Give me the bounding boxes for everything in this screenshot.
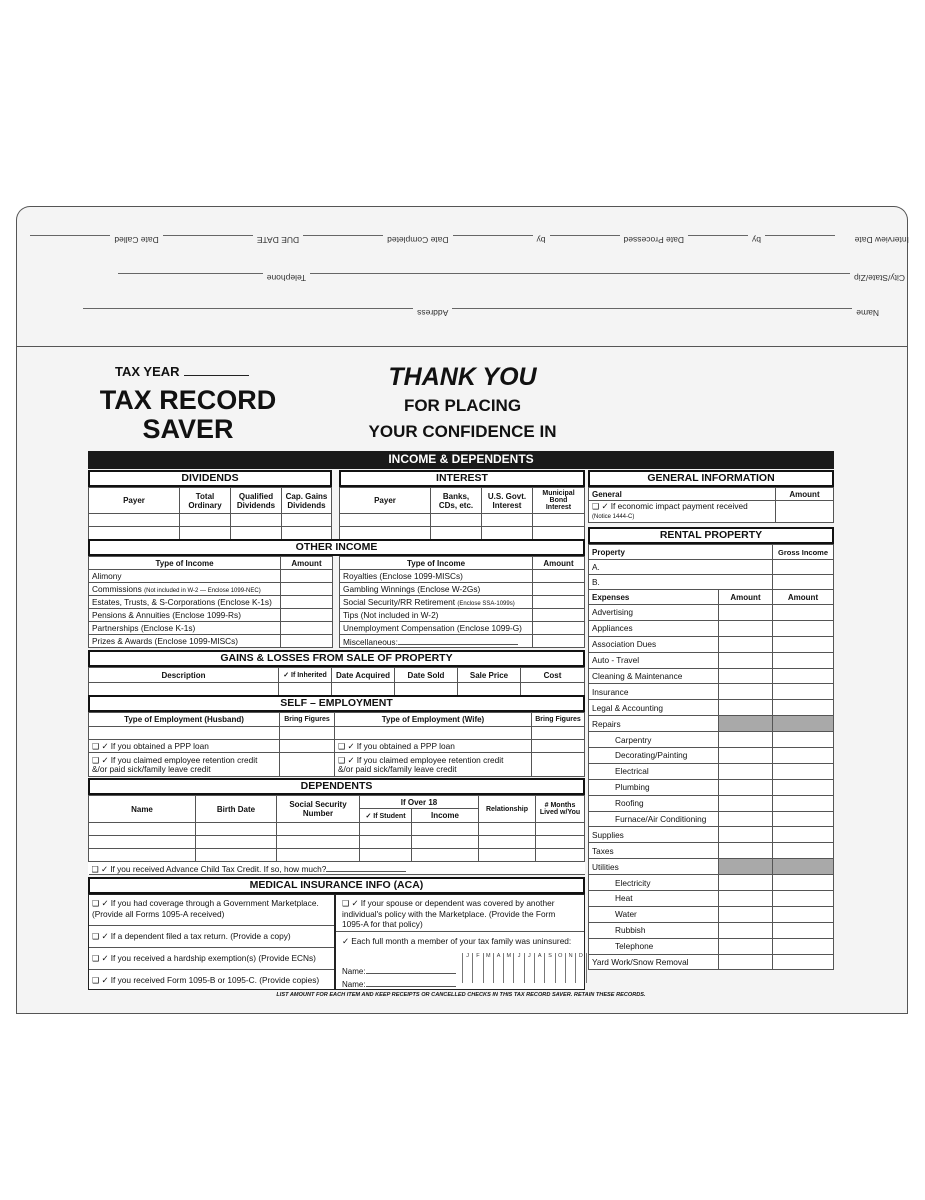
cell[interactable] (431, 527, 482, 540)
amount-cell[interactable] (719, 906, 773, 922)
checkbox-icon[interactable]: ❑ (92, 932, 100, 941)
month-column[interactable]: M (503, 953, 513, 983)
month-column[interactable]: A (493, 953, 503, 983)
month-column[interactable]: J (513, 953, 523, 983)
cell[interactable] (231, 514, 282, 527)
income-item: Gambling Winnings (Enclose W-2Gs) (340, 583, 533, 596)
cell[interactable] (412, 823, 479, 836)
expense-label: Carpentry (589, 732, 719, 748)
expense-row (589, 859, 834, 875)
amount-cell[interactable] (773, 605, 834, 621)
expense-row (589, 779, 834, 795)
flap-label: Telephone (266, 273, 306, 283)
amount-cell[interactable] (281, 583, 333, 596)
col-header: Bring Figures (532, 713, 585, 727)
erc-checkbox-husband[interactable]: ❑ ✓ If you claimed employee retention credit &/or paid sick/family leave credit (89, 753, 280, 777)
income-item: Unemployment Compensation (Enclose 1099-G) (340, 622, 533, 635)
col-header: Type of Income (340, 557, 533, 570)
expense-row (589, 843, 834, 859)
expense-label: Rubbish (589, 922, 719, 938)
month-column[interactable]: M (483, 953, 493, 983)
cell[interactable] (89, 823, 196, 836)
expense-row (589, 668, 834, 684)
col-header: Property (589, 545, 773, 560)
amount-cell[interactable] (719, 668, 773, 684)
expense-label: Water (589, 906, 719, 922)
expense-row (589, 652, 834, 668)
flap-row-dates (17, 235, 909, 245)
col-header: Date Acquired (332, 668, 395, 683)
expense-label: Heat (589, 891, 719, 907)
flap-label: Address (417, 308, 449, 318)
amount-cell[interactable] (719, 605, 773, 621)
amount-cell[interactable] (719, 620, 773, 636)
income-item: Commissions (Not included in W-2 — Enclose 1099-NEC) (89, 583, 281, 596)
expense-label: Roofing (589, 795, 719, 811)
amount-cell[interactable] (773, 922, 834, 938)
checkbox-icon[interactable]: ❑ (92, 742, 100, 751)
cell[interactable] (277, 823, 360, 836)
col-header: Amount (776, 488, 834, 501)
amount-cell[interactable] (773, 700, 834, 716)
col-header: Date Sold (395, 668, 458, 683)
flap-label: Date Processed (623, 235, 685, 245)
ppp-checkbox-wife[interactable]: ❑ ✓ If you obtained a PPP loan (335, 740, 532, 753)
expense-row (589, 811, 834, 827)
cell[interactable] (89, 683, 279, 696)
cell[interactable] (280, 740, 335, 753)
cell[interactable] (340, 514, 431, 527)
col-header: Birth Date (196, 796, 277, 823)
cell[interactable] (279, 683, 332, 696)
month-column[interactable]: J (462, 953, 472, 983)
name-field-2[interactable]: Name: (342, 978, 456, 989)
interest-table (339, 487, 585, 540)
flap-label: Date Completed (387, 235, 449, 245)
amount-cell (773, 716, 834, 732)
expense-row (589, 875, 834, 891)
amount-cell[interactable] (776, 501, 834, 523)
col-header: Sale Price (458, 668, 521, 683)
expense-label: Taxes (589, 843, 719, 859)
amount-cell[interactable] (773, 779, 834, 795)
amount-cell[interactable] (773, 875, 834, 891)
expense-label: Association Dues (589, 636, 719, 652)
flap-row-city (17, 273, 909, 283)
col-header: # Months Lived w/You (536, 796, 585, 823)
cell[interactable] (196, 823, 277, 836)
month-column[interactable]: N (565, 953, 575, 983)
form-1095-checkbox[interactable]: ❑ ✓ If you received Form 1095-B or 1095-C. (Provide copies) (92, 975, 320, 985)
expense-label: Decorating/Painting (589, 748, 719, 764)
income-item: Prizes & Awards (Enclose 1099-MISCs) (89, 635, 281, 648)
flap-label: by (752, 235, 761, 245)
amount-cell[interactable] (773, 560, 834, 575)
flap-label: Date Called (114, 235, 159, 245)
amount-cell[interactable] (773, 795, 834, 811)
dependents-table (88, 795, 585, 875)
amount-cell[interactable] (281, 609, 333, 622)
expense-label: Advertising (589, 605, 719, 621)
amount-cell[interactable] (773, 938, 834, 954)
col-header: Cost (521, 668, 585, 683)
expense-label: Yard Work/Snow Removal (589, 954, 719, 970)
col-header: Payer (340, 488, 431, 514)
cell[interactable] (340, 527, 431, 540)
cell[interactable] (280, 753, 335, 777)
cell[interactable] (360, 836, 412, 849)
expense-row (589, 620, 834, 636)
amount-cell[interactable] (533, 635, 585, 648)
expense-row (589, 954, 834, 970)
amount-cell[interactable] (719, 811, 773, 827)
expense-label: Appliances (589, 620, 719, 636)
col-header: Amount (773, 590, 834, 605)
expense-label: Electricity (589, 875, 719, 891)
expense-row (589, 700, 834, 716)
amount-cell[interactable] (773, 891, 834, 907)
expense-label: Legal & Accounting (589, 700, 719, 716)
medical-right-box (335, 894, 585, 990)
thank-you-line: FOR PLACING (403, 396, 522, 415)
amount-cell[interactable] (281, 570, 333, 583)
col-header: Type of Employment (Husband) (89, 713, 280, 727)
self-employment-table (88, 712, 585, 777)
col-header: Income (412, 809, 479, 823)
cell[interactable] (521, 683, 585, 696)
amount-cell[interactable] (719, 795, 773, 811)
amount-cell[interactable] (773, 763, 834, 779)
cell[interactable] (431, 514, 482, 527)
amount-cell (773, 859, 834, 875)
month-column[interactable]: J (524, 953, 534, 983)
income-item: Pensions & Annuities (Enclose 1099-Rs) (89, 609, 281, 622)
expense-row (589, 906, 834, 922)
erc-checkbox-wife[interactable]: ❑ ✓ If you claimed employee retention credit &/or paid sick/family leave credit (335, 753, 532, 777)
amount-cell[interactable] (773, 620, 834, 636)
thank-you-block (340, 362, 585, 444)
spouse-coverage-checkbox[interactable]: ❑ ✓ If your spouse or dependent was covered by another individual's policy with the Marketplace. (Provide the Form 1095-A for that policy) (336, 895, 584, 932)
flap-label: DUE DATE (256, 235, 300, 245)
income-item: Royalties (Enclose 1099-MISCs) (340, 570, 533, 583)
expense-row (589, 827, 834, 843)
month-column[interactable]: D (575, 953, 586, 983)
expense-label: Telephone (589, 938, 719, 954)
checkbox-icon[interactable]: ❑ (92, 899, 100, 908)
expense-label: Furnace/Air Conditioning (589, 811, 719, 827)
col-header: Amount (533, 557, 585, 570)
other-income-left-table (88, 556, 333, 648)
interest-header: INTEREST (339, 470, 585, 487)
expense-label: Auto - Travel (589, 652, 719, 668)
cell[interactable] (532, 753, 585, 777)
cell[interactable] (89, 836, 196, 849)
marketplace-checkbox[interactable]: ❑ ✓ If you had coverage through a Government Marketplace. (Provide all Forms 1095-A received) (89, 895, 334, 926)
cell[interactable] (532, 740, 585, 753)
col-header: Payer (89, 488, 180, 514)
footer-note: LIST AMOUNT FOR EACH ITEM AND KEEP RECEIPTS OR CANCELLED CHECKS IN THIS TAX RECORD SAVER. RETAIN THESE RECORDS. (276, 992, 646, 998)
rental-property-header: RENTAL PROPERTY (588, 527, 834, 544)
cell[interactable] (277, 849, 360, 862)
gains-losses-table (88, 667, 585, 696)
cell[interactable] (458, 683, 521, 696)
col-header: Expenses (589, 590, 719, 605)
gains-losses-header: GAINS & LOSSES FROM SALE OF PROPERTY (88, 650, 585, 667)
income-item: Alimony (89, 570, 281, 583)
cell[interactable] (282, 514, 332, 527)
cell[interactable] (280, 727, 335, 740)
cell[interactable] (89, 849, 196, 862)
amount-cell[interactable] (773, 652, 834, 668)
income-dependents-bar: INCOME & DEPENDENTS (88, 451, 834, 469)
col-header: Banks, CDs, etc. (431, 488, 482, 514)
cell[interactable] (479, 849, 536, 862)
expense-row (589, 922, 834, 938)
name-field-1[interactable]: Name: (342, 965, 456, 976)
expense-label: Repairs (589, 716, 719, 732)
cell[interactable] (533, 527, 585, 540)
dividends-header: DIVIDENDS (88, 470, 332, 487)
amount-cell[interactable] (281, 635, 333, 648)
checkbox-icon[interactable]: ❑ (592, 502, 600, 511)
month-column[interactable]: A (534, 953, 544, 983)
cell[interactable] (282, 527, 332, 540)
cell[interactable] (479, 836, 536, 849)
rental-property-table (588, 544, 834, 970)
other-income-header: OTHER INCOME (88, 539, 585, 556)
amount-cell[interactable] (773, 906, 834, 922)
checkbox-icon[interactable]: ❑ (92, 755, 100, 765)
cell[interactable] (482, 527, 533, 540)
flap-label: Interview Date (854, 235, 909, 245)
income-item: Estates, Trusts, & S-Corporations (Enclose K-1s) (89, 596, 281, 609)
other-income-right-table (339, 556, 585, 648)
expense-label: Utilities (589, 859, 719, 875)
amount-cell[interactable] (719, 748, 773, 764)
flap-label: City/State/Zip (853, 273, 905, 283)
eip-checkbox[interactable]: ❑ ✓ If economic impact payment received (Notice 1444-C) (589, 501, 776, 523)
col-header: ✓ If Inherited (279, 668, 332, 683)
checkbox-icon[interactable]: ❑ (338, 755, 346, 765)
thank-you-line: YOUR CONFIDENCE IN (368, 422, 557, 441)
cell[interactable] (231, 527, 282, 540)
medical-left-box (88, 894, 335, 990)
income-item: Tips (Not included in W-2) (340, 609, 533, 622)
expense-row (589, 795, 834, 811)
dividends-table (88, 487, 332, 540)
amount-cell[interactable] (773, 636, 834, 652)
amount-cell[interactable] (773, 684, 834, 700)
amount-cell[interactable] (773, 811, 834, 827)
amount-cell[interactable] (719, 636, 773, 652)
dependents-header: DEPENDENTS (88, 778, 585, 795)
cell[interactable] (196, 849, 277, 862)
col-header: General (589, 488, 776, 501)
general-information-header: GENERAL INFORMATION (588, 470, 834, 487)
cell[interactable] (335, 727, 532, 740)
checkbox-icon[interactable]: ❑ (338, 742, 346, 751)
expense-row (589, 938, 834, 954)
month-column[interactable]: O (555, 953, 565, 983)
expense-row (589, 748, 834, 764)
amount-cell[interactable] (719, 700, 773, 716)
amount-cell[interactable] (773, 827, 834, 843)
amount-cell[interactable] (533, 622, 585, 635)
col-header: U.S. Govt. Interest (482, 488, 533, 514)
cell[interactable] (479, 823, 536, 836)
month-column[interactable]: S (544, 953, 554, 983)
amount-cell[interactable] (719, 922, 773, 938)
cell[interactable] (360, 823, 412, 836)
amount-cell[interactable] (719, 763, 773, 779)
checkbox-icon[interactable]: ❑ (92, 954, 100, 963)
col-header: Total Ordinary (180, 488, 231, 514)
property-row: A. (589, 560, 773, 575)
checkbox-icon[interactable]: ❑ (92, 976, 100, 985)
amount-cell[interactable] (719, 732, 773, 748)
flap-label: Name (856, 308, 879, 318)
expense-label: Electrical (589, 763, 719, 779)
thank-you-heading: THANK YOU (388, 363, 537, 391)
checkbox-icon[interactable]: ❑ (342, 899, 350, 908)
amount-cell[interactable] (719, 684, 773, 700)
cell[interactable] (360, 849, 412, 862)
col-header: Description (89, 668, 279, 683)
amount-cell[interactable] (719, 779, 773, 795)
expense-label: Supplies (589, 827, 719, 843)
amount-cell[interactable] (773, 954, 834, 970)
cell[interactable] (395, 683, 458, 696)
expense-label: Plumbing (589, 779, 719, 795)
col-header: Cap. Gains Dividends (282, 488, 332, 514)
flap-label: by (536, 235, 546, 245)
amount-cell[interactable] (533, 609, 585, 622)
col-header: Amount (719, 590, 773, 605)
amount-cell[interactable] (719, 891, 773, 907)
flap-row-name (17, 308, 909, 318)
amount-cell[interactable] (773, 732, 834, 748)
expense-row (589, 605, 834, 621)
col-header: Bring Figures (280, 713, 335, 727)
ppp-checkbox-husband[interactable]: ❑ ✓ If you obtained a PPP loan (89, 740, 280, 753)
col-header: Qualified Dividends (231, 488, 282, 514)
cell[interactable] (536, 849, 585, 862)
cell[interactable] (536, 823, 585, 836)
col-header: If Over 18 (360, 796, 479, 809)
amount-cell[interactable] (773, 575, 834, 590)
cell[interactable] (332, 683, 395, 696)
col-header: Municipal Bond Interest (533, 488, 585, 514)
col-header: Social Security Number (277, 796, 360, 823)
hardship-checkbox[interactable]: ❑ ✓ If you received a hardship exemption(s) (Provide ECNs) (89, 948, 334, 970)
amount-cell[interactable] (533, 583, 585, 596)
expense-row (589, 763, 834, 779)
cell[interactable] (412, 849, 479, 862)
title-tax-record-saver: TAX RECORD SAVER (99, 385, 277, 444)
amount-cell[interactable] (773, 748, 834, 764)
col-header: ✓ If Student (360, 809, 412, 823)
envelope-flap (16, 206, 908, 347)
expense-row (589, 716, 834, 732)
col-header: Type of Income (89, 557, 281, 570)
col-header: Gross Income (773, 545, 834, 560)
income-item: Miscellaneous: (340, 635, 533, 648)
months-grid (462, 953, 587, 983)
amount-cell[interactable] (719, 938, 773, 954)
cell[interactable] (536, 836, 585, 849)
cell[interactable] (482, 514, 533, 527)
amount-cell[interactable] (773, 668, 834, 684)
child-tax-credit-row[interactable]: ❑ ✓ If you received Advance Child Tax Credit. If so, how much? (89, 862, 585, 875)
col-header: Amount (281, 557, 333, 570)
cell[interactable] (412, 836, 479, 849)
cell[interactable] (532, 727, 585, 740)
amount-cell[interactable] (719, 843, 773, 859)
uninsured-months-label: ✓ Each full month a member of your tax family was uninsured: (342, 936, 572, 946)
income-item: Social Security/RR Retirement (Enclose SSA-1099s) (340, 596, 533, 609)
col-header: Type of Employment (Wife) (335, 713, 532, 727)
expense-row (589, 732, 834, 748)
amount-cell[interactable] (281, 622, 333, 635)
expense-row (589, 684, 834, 700)
amount-cell[interactable] (533, 596, 585, 609)
expense-label: Cleaning & Maintenance (589, 668, 719, 684)
property-row: B. (589, 575, 773, 590)
tax-year-label: TAX YEAR (115, 364, 249, 379)
income-item: Partnerships (Enclose K-1s) (89, 622, 281, 635)
amount-cell[interactable] (719, 875, 773, 891)
amount-cell[interactable] (719, 827, 773, 843)
col-header: Name (89, 796, 196, 823)
cell[interactable] (180, 514, 231, 527)
col-header: Relationship (479, 796, 536, 823)
amount-cell (719, 716, 773, 732)
amount-cell[interactable] (281, 596, 333, 609)
amount-cell[interactable] (533, 570, 585, 583)
checkbox-icon[interactable]: ❑ (91, 864, 99, 874)
cell[interactable] (533, 514, 585, 527)
medical-insurance-header: MEDICAL INSURANCE INFO (ACA) (88, 877, 585, 894)
self-employment-header: SELF – EMPLOYMENT (88, 695, 585, 712)
cell[interactable] (180, 527, 231, 540)
expense-row (589, 891, 834, 907)
expense-label: Insurance (589, 684, 719, 700)
amount-cell[interactable] (773, 843, 834, 859)
month-column[interactable]: F (472, 953, 482, 983)
cell[interactable] (89, 527, 180, 540)
amount-cell[interactable] (719, 954, 773, 970)
cell[interactable] (89, 727, 280, 740)
general-information-table (588, 487, 834, 523)
amount-cell[interactable] (719, 652, 773, 668)
cell[interactable] (277, 836, 360, 849)
cell[interactable] (89, 514, 180, 527)
amount-cell (719, 859, 773, 875)
cell[interactable] (196, 836, 277, 849)
dependent-return-checkbox[interactable]: ❑ ✓ If a dependent filed a tax return. (Provide a copy) (89, 926, 334, 948)
expense-row (589, 636, 834, 652)
